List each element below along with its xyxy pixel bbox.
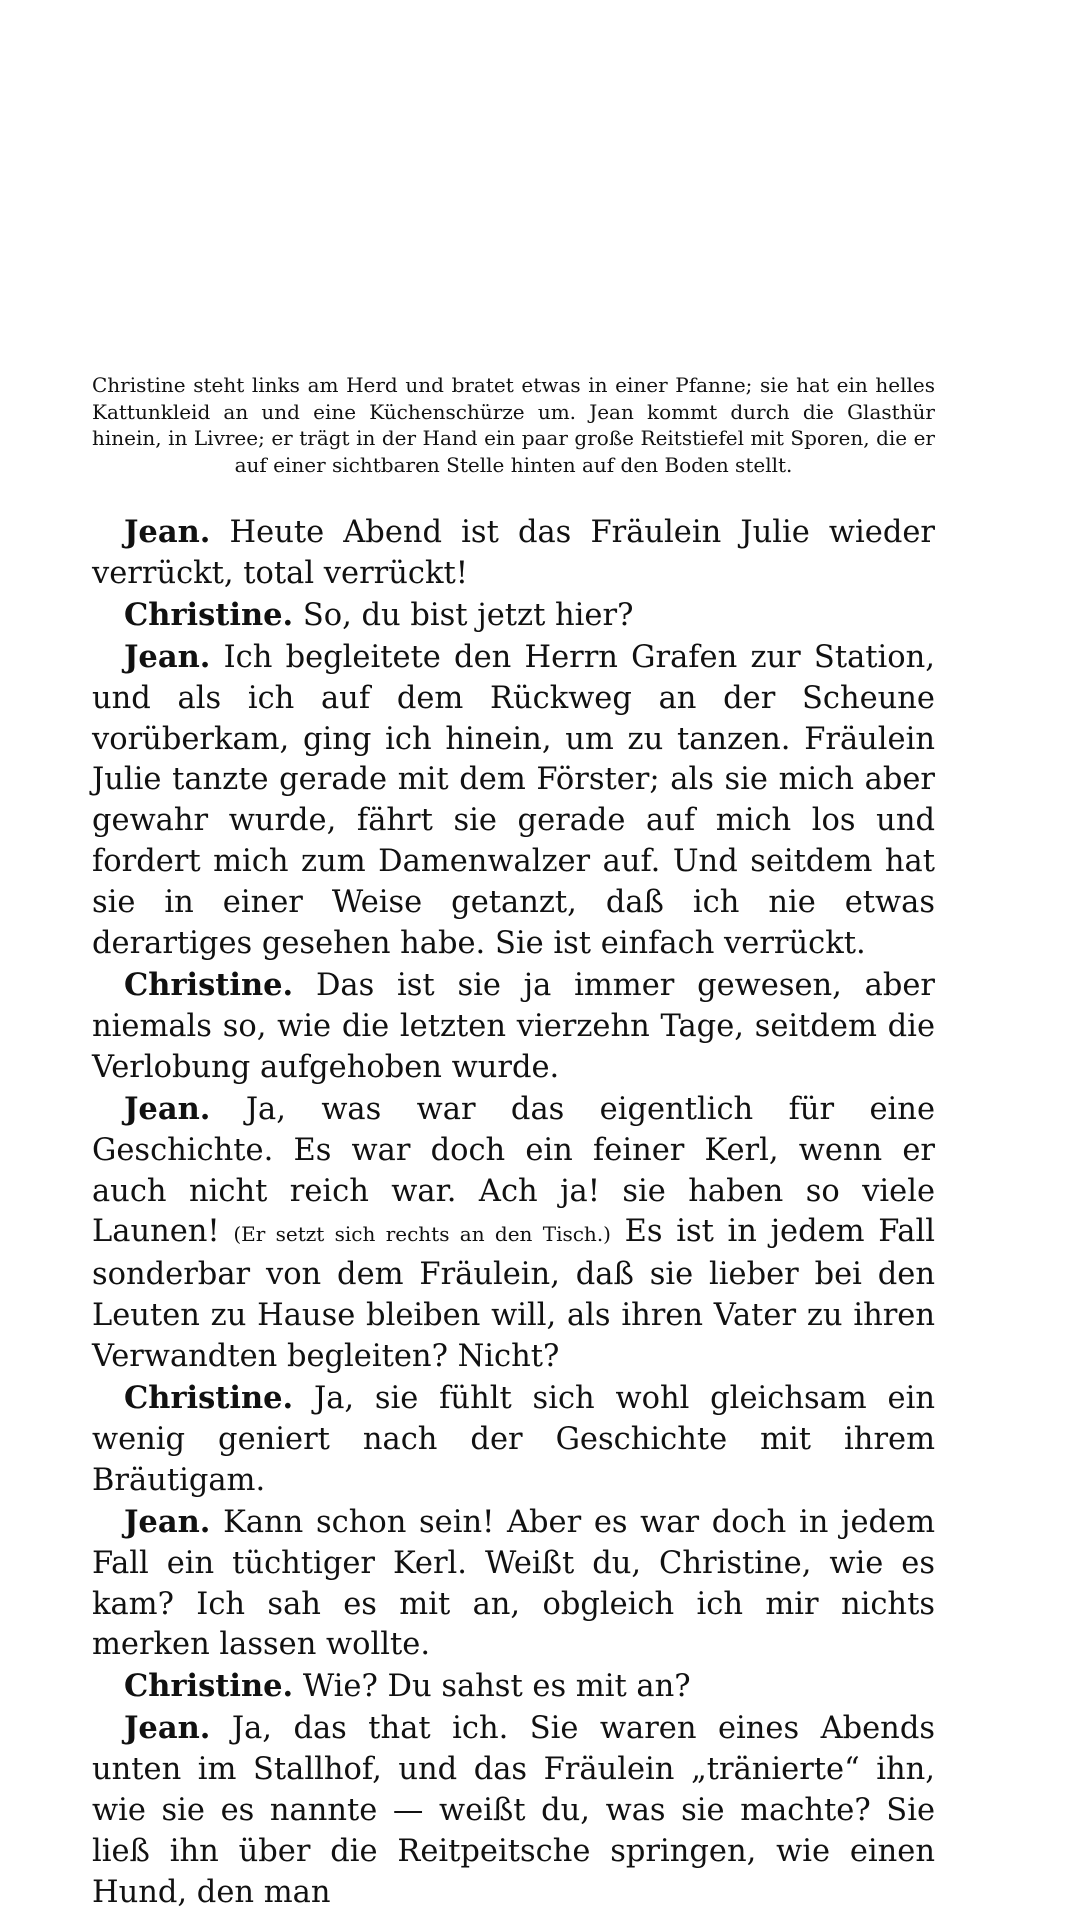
line-text: Ja, was war das eigentlich für eine Geschichte. Es war doch ein feiner Kerl, wenn er auch nicht reich war. Ach ja! sie haben so viele Launen! bbox=[92, 1091, 935, 1250]
dialogue-line bbox=[92, 1502, 935, 1667]
speaker-name: Jean. bbox=[124, 514, 211, 550]
line-text: Das ist sie ja immer gewesen, aber niemals so, wie die letzten vierzehn Tage, seitdem die Verlobung aufgehoben wurde. bbox=[92, 967, 935, 1085]
line-text: Ja, das that ich. Sie waren eines Abends unten im Stallhof, und das Fräulein „tränierte“ ihn, wie sie es nannte — weißt du, was sie machte? Sie ließ ihn über die Reitpeitsche springen, wie einen Hund, den man bbox=[92, 1711, 935, 1910]
line-text-continued: Es ist in jedem Fall sonderbar von dem Fräulein, daß sie lieber bei den Leuten zu Hause bleiben will, als ihren Vater zu ihren Verwandten begleiten? Nicht? bbox=[92, 1214, 936, 1375]
dialogue-line bbox=[92, 1708, 935, 1914]
speaker-name: Christine. bbox=[124, 1380, 294, 1417]
dialogue-line bbox=[92, 1089, 935, 1378]
speaker-name: Jean. bbox=[124, 1503, 211, 1540]
speaker-name: Jean. bbox=[124, 1090, 211, 1127]
line-text: Heute Abend ist das Fräulein Julie wieder verrückt, total verrückt! bbox=[92, 515, 935, 591]
stage-aside: (Er setzt sich rechts an den Tisch.) bbox=[233, 1222, 611, 1247]
dialogue-block bbox=[92, 512, 935, 1914]
dialogue-line bbox=[92, 595, 935, 637]
speaker-name: Christine. bbox=[124, 1668, 294, 1705]
line-text: Kann schon sein! Aber es war doch in jedem Fall ein tüchtiger Kerl. Weißt du, Christine, wie es kam? Ich sah es mit an, obgleich ich mir nichts merken lassen wollte. bbox=[92, 1504, 935, 1663]
dialogue-line bbox=[92, 512, 935, 595]
line-text: Ja, sie fühlt sich wohl gleichsam ein wenig geniert nach der Geschichte mit ihrem Bräutigam. bbox=[92, 1381, 935, 1498]
line-text: Ich begleitete den Herrn Grafen zur Station, und als ich auf dem Rückweg an der Scheune vorüberkam, ging ich hinein, um zu tanzen. Fräulein Julie tanzte gerade mit dem Förster; als sie mich aber gewahr wurde, fährt sie gerade auf mich los und fordert mich zum Damenwalzer auf. Und seitdem hat sie in einer Weise getanzt, daß ich nie etwas derartiges gesehen habe. Sie ist einfach verrückt. bbox=[92, 639, 935, 962]
speaker-name: Christine. bbox=[124, 596, 294, 633]
speaker-name: Christine. bbox=[124, 966, 294, 1003]
dialogue-line bbox=[92, 965, 935, 1089]
speaker-name: Jean. bbox=[124, 638, 211, 675]
speaker-name: Jean. bbox=[124, 1710, 211, 1747]
stage-direction: Christine steht links am Herd und bratet etwas in einer Pfanne; sie hat ein helles Kattunkleid an und eine Küchenschürze um. Jean kommt durch die Glasthür hinein, in Livree; er trägt in der Hand ein paar große Reitstiefel mit Sporen, die er auf einer sichtbaren Stelle hinten auf den Boden stellt. bbox=[92, 373, 935, 477]
dialogue-line bbox=[92, 1378, 935, 1502]
line-text: So, du bist jetzt hier? bbox=[302, 597, 634, 633]
dialogue-line bbox=[92, 637, 935, 965]
line-text: Wie? Du sahst es mit an? bbox=[302, 1669, 691, 1705]
dialogue-line bbox=[92, 1666, 935, 1708]
